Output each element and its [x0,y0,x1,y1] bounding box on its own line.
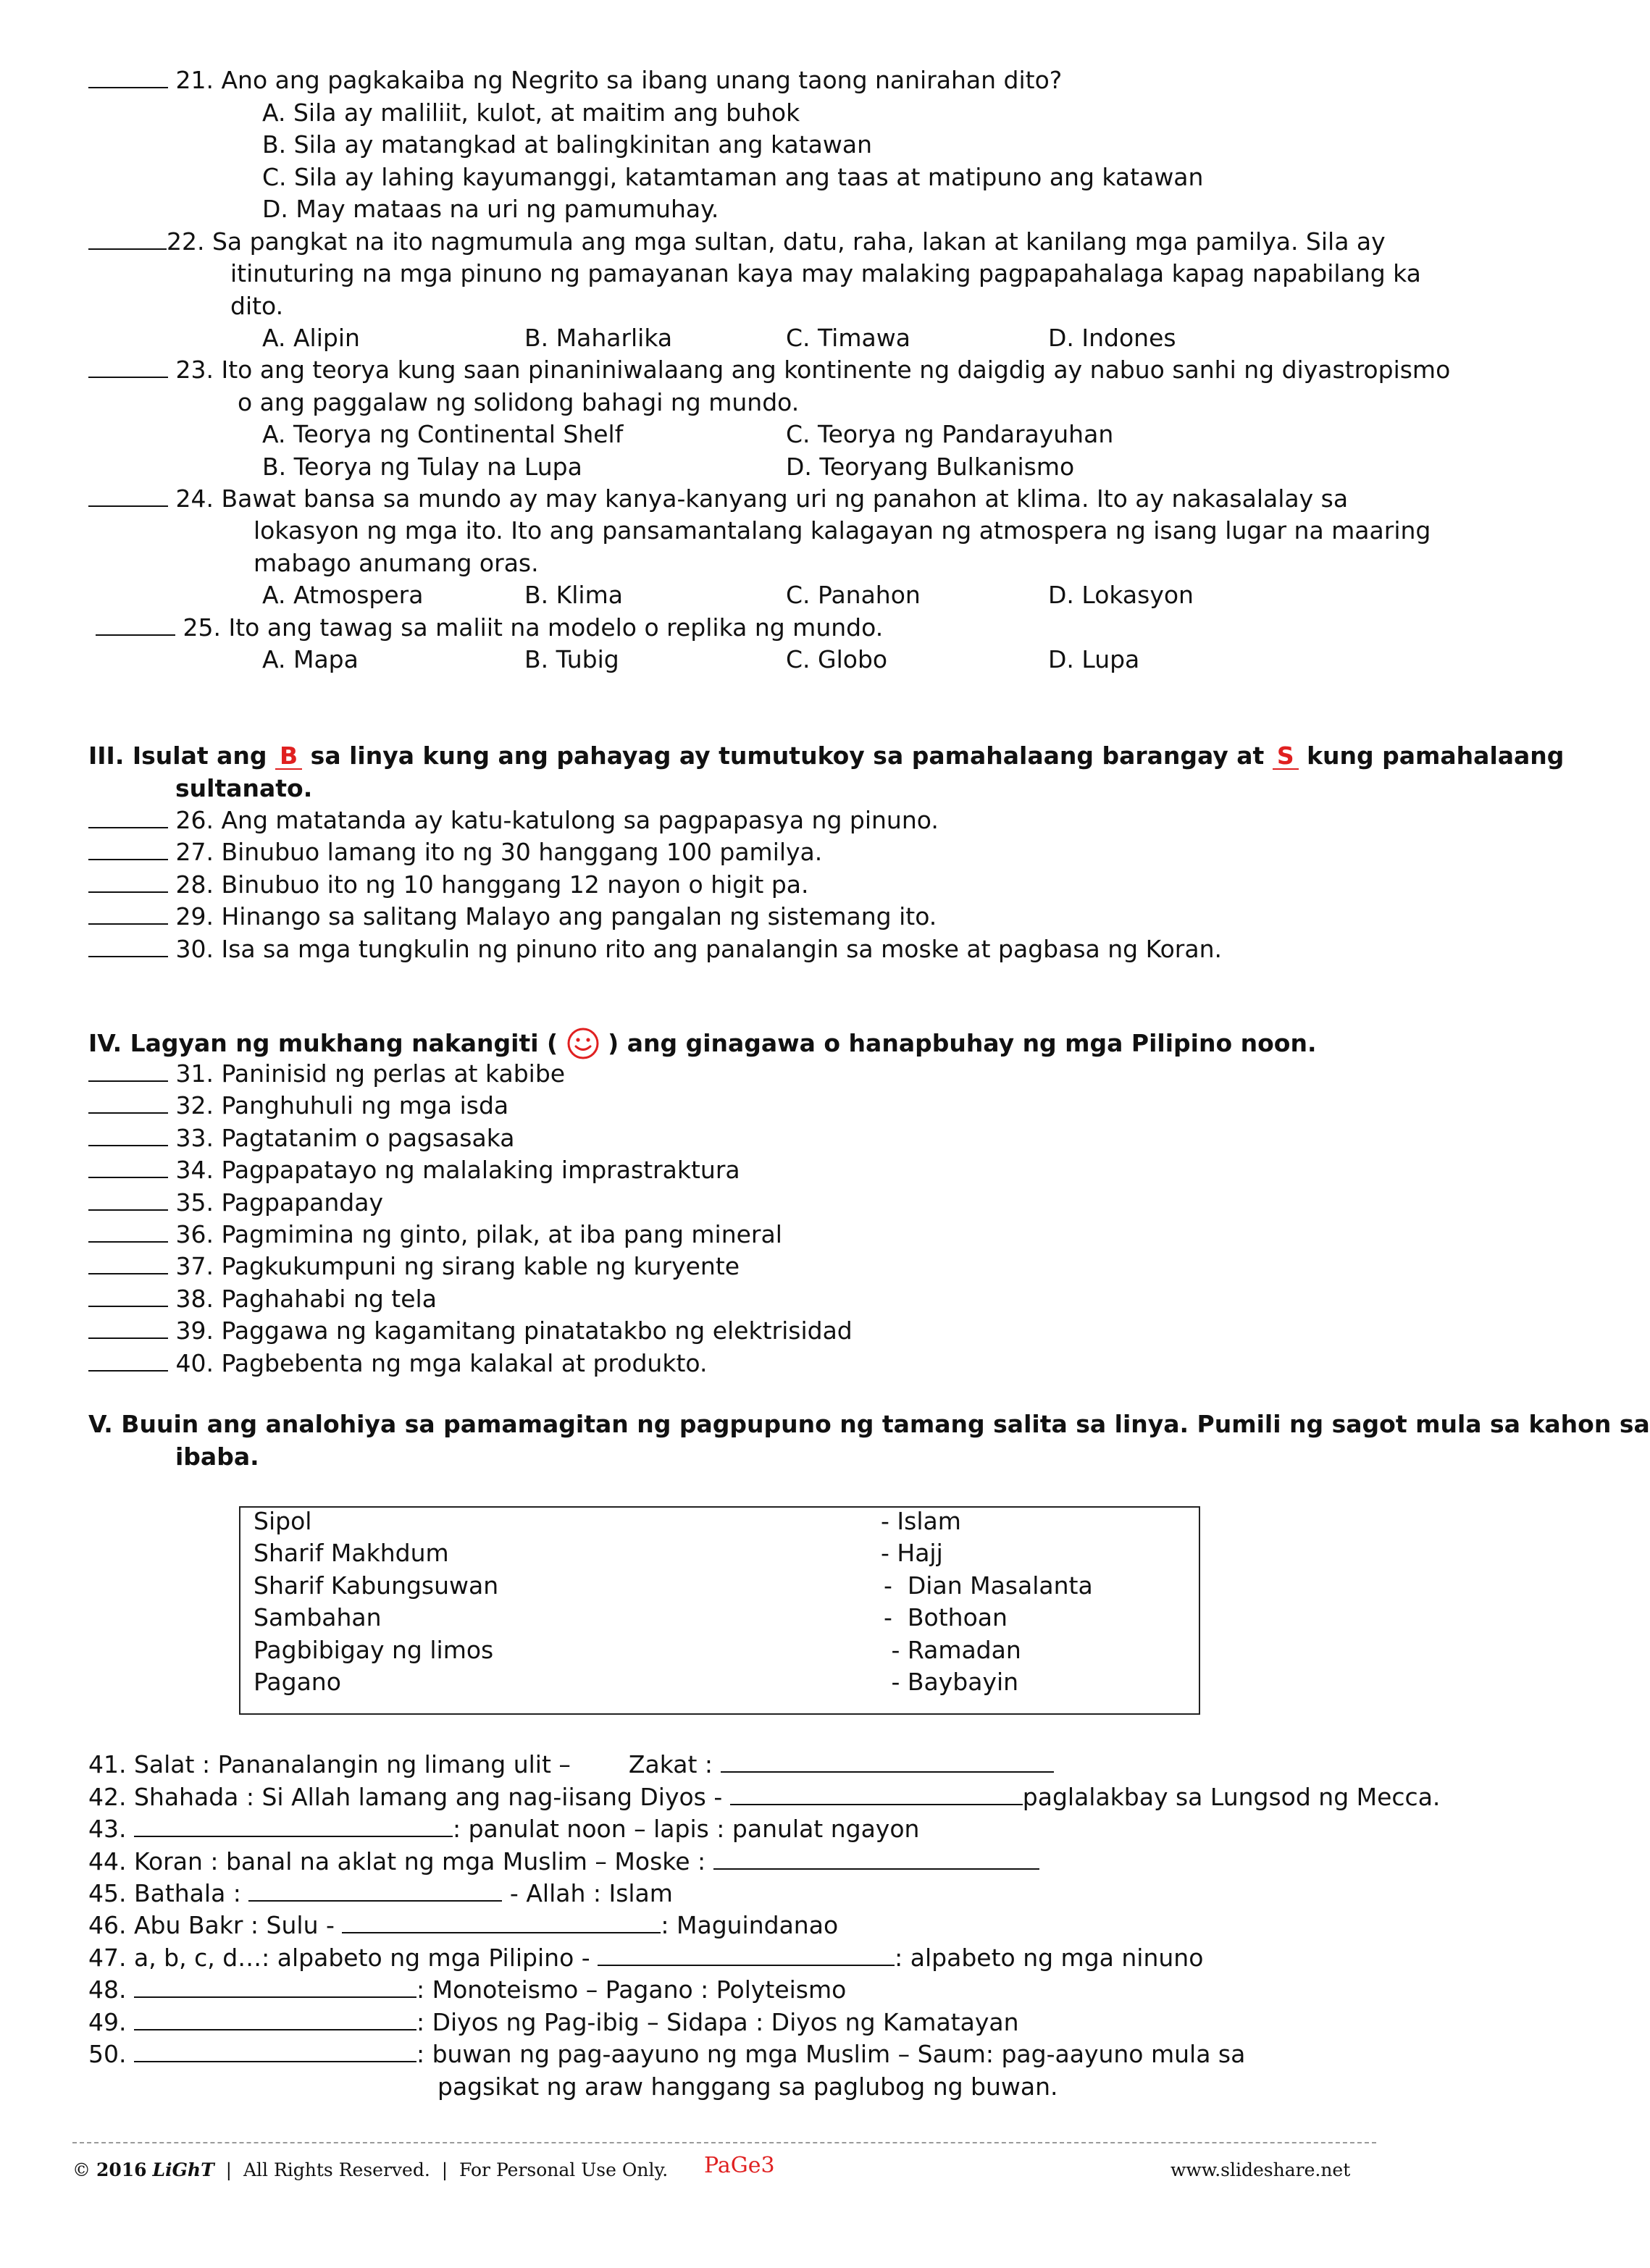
q24-stem-1: 24. Bawat bansa sa mundo ay may kanya-kanyang uri ng panahon at klima. Ito ay nakasalalay sa [88,484,1348,514]
box-word-right: - Hajj [881,1539,943,1568]
answer-blank[interactable] [248,1878,502,1902]
answer-blank[interactable] [88,484,168,507]
q24-option-b: B. Klima [524,581,623,609]
box-word-left: Sharif Makhdum [254,1539,449,1568]
section-3-heading-2: sultanato. [175,774,313,802]
sec4-item-10: 40. Pagbebenta ng mga kalakal at produkto. [88,1348,707,1379]
box-word-right: - Islam [881,1507,961,1535]
sec4-item-7: 37. Pagkukumpuni ng sirang kable ng kuryente [88,1251,740,1282]
answer-blank[interactable] [96,613,175,636]
box-word-left: Pagano [254,1668,341,1696]
smiley-face-icon [566,1027,600,1060]
q48: 48. : Monoteismo – Pagano : Polyteismo [88,1975,847,2004]
answer-blank[interactable] [88,934,168,957]
q49: 49. : Diyos ng Pag-ibig – Sidapa : Diyos ng Kamatayan [88,2008,1019,2036]
answer-blank[interactable] [88,1219,168,1243]
sec3-item-2: 27. Binubuo lamang ito ng 30 hanggang 100 pamilya. [88,837,822,868]
box-word-left: Pagbibigay ng limos [254,1635,494,1664]
answer-blank[interactable] [88,227,167,250]
footer-page-number: PaGe3 [704,2153,775,2178]
q22-stem-3: dito. [230,292,284,320]
answer-blank[interactable] [88,1155,168,1178]
answer-blank[interactable] [88,1316,168,1339]
answer-blank[interactable] [134,1814,453,1837]
answer-blank[interactable] [713,1847,1039,1870]
q23-stem-1: 23. Ito ang teorya kung saan pinaniniwalaang ang kontinente ng daigdig ay nabuo sanhi ng diyastropismo [88,355,1450,385]
sec3-item-5: 30. Isa sa mga tungkulin ng pinuno rito ang panalangin sa moske at pagbasa ng Koran. [88,934,1222,965]
mark-s: S [1273,744,1299,770]
sec3-item-1: 26. Ang matatanda ay katu-katulong sa pagpapasya ng pinuno. [88,805,939,836]
mark-b: B [275,744,302,770]
answer-blank[interactable] [88,1059,168,1082]
q23-option-b: B. Teorya ng Tulay na Lupa [262,453,582,481]
q21-option-c: C. Sila ay lahing kayumanggi, katamtaman ang taas at matipuno ang katawan [262,163,1204,191]
q25-option-d: D. Lupa [1048,645,1140,673]
q23-stem-2: o ang paggalaw ng solidong bahagi ng mundo. [238,388,800,416]
answer-blank[interactable] [88,837,168,860]
answer-blank[interactable] [88,805,168,828]
q25-option-b: B. Tubig [524,645,619,673]
q50-line2: pagsikat ng araw hanggang sa paglubog ng buwan. [437,2072,1058,2101]
q47: 47. a, b, c, d…: alpabeto ng mga Pilipino - : alpabeto ng mga ninuno [88,1944,1204,1972]
q24-option-a: A. Atmospera [262,581,424,609]
q22-stem-2: itinuturing na mga pinuno ng pamayanan kaya may malaking pagpapahalaga kapag napabilang ka [230,259,1421,287]
q21-stem: 21. Ano ang pagkakaiba ng Negrito sa ibang unang taong nanirahan dito? [88,65,1062,96]
q24-stem-3: mabago anumang oras. [254,549,539,577]
sec4-item-2: 32. Panghuhuli ng mga isda [88,1091,508,1121]
answer-blank[interactable] [88,1188,168,1211]
sec4-item-5: 35. Pagpapanday [88,1188,383,1218]
q44: 44. Koran : banal na aklat ng mga Muslim – Moske : [88,1847,1039,1877]
answer-blank[interactable] [88,1348,168,1372]
word-choice-box [239,1506,1200,1715]
box-word-right: - Dian Masalanta [884,1571,1093,1600]
q41: 41. Salat : Pananalangin ng limang ulit – Zakat : [88,1750,1054,1780]
sec4-item-9: 39. Paggawa ng kagamitang pinatatakbo ng elektrisidad [88,1316,853,1346]
answer-blank[interactable] [134,1975,416,1998]
footer-copyright: © 2016 LiGhT | All Rights Reserved. | For Personal Use Only. [72,2159,669,2180]
sec4-item-3: 33. Pagtatanim o pagsasaka [88,1123,514,1154]
q22-option-b: B. Maharlika [524,324,673,352]
box-word-right: - Baybayin [884,1668,1019,1696]
q21-option-a: A. Sila ay maliliit, kulot, at maitim ang buhok [262,98,800,127]
q24-stem-2: lokasyon ng mga ito. Ito ang pansamantalang kalagayan ng atmospera ng isang lugar na maaring [254,516,1431,545]
q25-option-c: C. Globo [786,645,888,673]
answer-blank[interactable] [88,1251,168,1274]
q24-option-c: C. Panahon [786,581,921,609]
sec4-item-6: 36. Pagmimina ng ginto, pilak, at iba pang mineral [88,1219,782,1250]
q22-stem-1: 22. Sa pangkat na ito nagmumula ang mga sultan, datu, raha, lakan at kanilang mga pamilya. Sila ay [88,227,1386,257]
box-word-left: Sambahan [254,1603,382,1632]
q50: 50. : buwan ng pag-aayuno ng mga Muslim – Saum: pag-aayuno mula sa [88,2040,1246,2068]
sec4-item-8: 38. Paghahabi ng tela [88,1284,437,1314]
answer-blank[interactable] [342,1910,661,1933]
box-word-right: - Bothoan [884,1603,1008,1632]
q25-stem: 25. Ito ang tawag sa maliit na modelo o replika ng mundo. [96,613,883,643]
q23-option-d: D. Teoryang Bulkanismo [786,453,1075,481]
answer-blank[interactable] [598,1943,895,1966]
answer-blank[interactable] [134,2039,416,2062]
sec4-item-4: 34. Pagpapatayo ng malalaking imprastraktura [88,1155,740,1185]
sec4-item-1: 31. Paninisid ng perlas at kabibe [88,1059,565,1089]
footer-divider [72,2142,1376,2143]
answer-blank[interactable] [88,902,168,925]
q21-option-d: D. May mataas na uri ng pamumuhay. [262,195,719,223]
sec3-item-3: 28. Binubuo ito ng 10 hanggang 12 nayon o higit pa. [88,870,809,900]
q43: 43. : panulat noon – lapis : panulat ngayon [88,1815,920,1843]
footer-site-link[interactable]: www.slideshare.net [1171,2159,1351,2180]
answer-blank[interactable] [88,65,168,88]
answer-blank[interactable] [721,1750,1054,1773]
q42: 42. Shahada : Si Allah lamang ang nag-iisang Diyos - paglalakbay sa Lungsod ng Mecca. [88,1783,1441,1811]
box-word-left: Sharif Kabungsuwan [254,1571,499,1600]
answer-blank[interactable] [134,2007,416,2030]
answer-blank[interactable] [88,870,168,893]
answer-blank[interactable] [88,1123,168,1146]
q22-option-c: C. Timawa [786,324,910,352]
q23-option-c: C. Teorya ng Pandarayuhan [786,420,1114,448]
q25-option-a: A. Mapa [262,645,359,673]
answer-blank[interactable] [88,1284,168,1307]
q22-option-a: A. Alipin [262,324,360,352]
q23-option-a: A. Teorya ng Continental Shelf [262,420,624,448]
sec3-item-4: 29. Hinango sa salitang Malayo ang pangalan ng sistemang ito. [88,902,937,932]
answer-blank[interactable] [730,1782,1023,1805]
answer-blank[interactable] [88,355,168,378]
q22-option-d: D. Indones [1048,324,1176,352]
q21-option-b: B. Sila ay matangkad at balingkinitan ang katawan [262,130,872,159]
q24-option-d: D. Lokasyon [1048,581,1194,609]
box-word-right: - Ramadan [884,1635,1021,1664]
section-3-heading: III. Isulat ang B sa linya kung ang pahayag ay tumutukoy sa pamahalaang barangay at S kung pamahalaang [88,742,1565,770]
q46: 46. Abu Bakr : Sulu - : Maguindanao [88,1911,839,1939]
section-4-heading: IV. Lagyan ng mukhang nakangiti ( ) ang ginagawa o hanapbuhay ng mga Pilipino noon. [88,1027,1317,1060]
q45: 45. Bathala : - Allah : Islam [88,1879,673,1907]
section-5-heading: V. Buuin ang analohiya sa pamamagitan ng pagpupuno ng tamang salita sa linya. Pumili ng sagot mula sa kahon sa [88,1410,1650,1438]
box-word-left: Sipol [254,1507,312,1535]
section-5-heading-2: ibaba. [175,1442,259,1471]
answer-blank[interactable] [88,1091,168,1114]
